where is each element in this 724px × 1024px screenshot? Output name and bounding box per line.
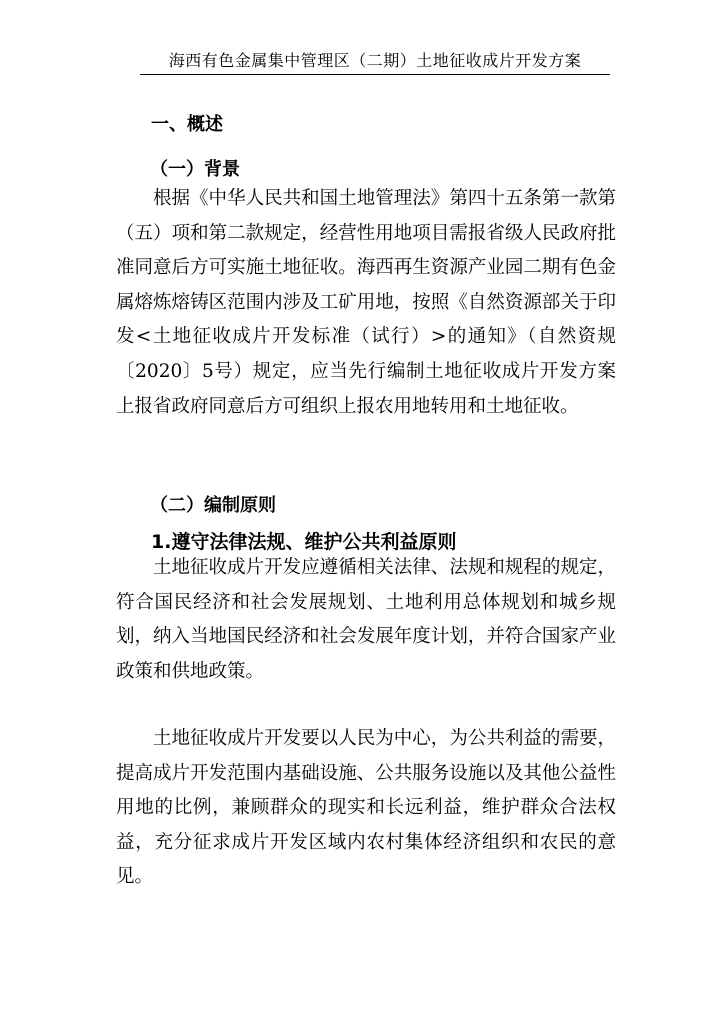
principle-1-heading: 1.遵守法律法规、维护公共利益原则 xyxy=(151,531,457,553)
subsection-heading-background: （一）背景 xyxy=(150,159,240,180)
section-heading-overview: 一、概述 xyxy=(151,114,223,135)
background-paragraph: 根据《中华人民共和国土地管理法》第四十五条第一款第（五）项和第二款规定，经营性用地项目需报省级人民政府批准同意后方可实施土地征收。海西再生资源产业园二期有色金属熔炼熔铸区范围内涉及工矿用地，按照《自然资源部关于印发<土地征收成片开发标准（试行）>的通知》（自然资规〔2020〕5号）规定，应当先行编制土地征收成片开发方案上报省政府同意后方可组织上报农用地转用和土地征收。 xyxy=(116,188,616,417)
principle-1-paragraph-1: 土地征收成片开发应遵循相关法律、法规和规程的规定，符合国民经济和社会发展规划、土地利用总体规划和城乡规划，纳入当地国民经济和社会发展年度计划，并符合国家产业政策和供地政策。 xyxy=(116,557,616,682)
subsection-heading-principles: （二）编制原则 xyxy=(150,495,276,516)
header-divider xyxy=(140,74,610,75)
running-header-title: 海西有色金属集中管理区（二期）土地征收成片开发方案 xyxy=(168,51,582,70)
principle-1-paragraph-2: 土地征收成片开发要以人民为中心，为公共利益的需要，提高成片开发范围内基础设施、公共服务设施以及其他公益性用地的比例，兼顾群众的现实和长远利益，维护群众合法权益，充分征求成片开发区域内农村集体经济组织和农民的意见。 xyxy=(116,728,616,888)
